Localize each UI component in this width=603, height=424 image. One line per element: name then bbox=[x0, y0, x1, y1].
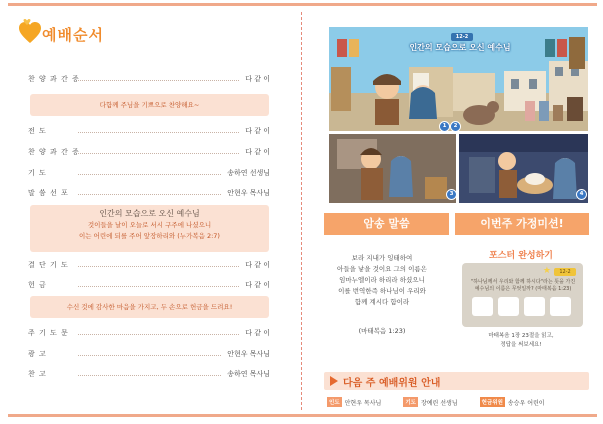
order-item-leader: 다 같 이 bbox=[245, 127, 270, 135]
page-title bbox=[18, 19, 118, 47]
order-item-leader: 송하연 선생님 bbox=[227, 169, 270, 177]
lesson-number-badge: 12-2 bbox=[451, 33, 473, 41]
offering-text: 수신 것에 감사한 마음을 가지고, 두 손으로 헌금을 드려요! bbox=[66, 303, 233, 311]
hearts-icon bbox=[18, 19, 42, 45]
memory-verse-line: 임마누엘이라 하리라 하셨으니 bbox=[339, 276, 425, 284]
order-item-label: 광 고 bbox=[28, 350, 47, 358]
sermon-title: 인간의 모습으로 오신 예수님 bbox=[99, 209, 200, 218]
dotted-leader bbox=[78, 193, 221, 195]
memory-verse-line: 함께 계시다 함이라 bbox=[354, 298, 410, 306]
panel-number: 1 bbox=[439, 121, 450, 132]
answer-slot bbox=[498, 297, 519, 316]
memory-verse-line: 이를 번역한즉 하나님이 우리와 bbox=[338, 287, 426, 295]
answer-slot bbox=[550, 297, 571, 316]
order-row bbox=[28, 72, 270, 86]
next-week-header bbox=[324, 372, 589, 390]
memory-verse-line: 보라 지내가 잉태하여 bbox=[351, 254, 413, 262]
order-item-leader: 다 같 이 bbox=[245, 281, 270, 289]
dotted-leader bbox=[78, 265, 239, 267]
next-week-roles bbox=[327, 396, 589, 408]
poster-badge: 12-2 bbox=[554, 268, 576, 276]
memory-verse-tab: 암송 말씀 bbox=[324, 213, 449, 235]
dotted-leader bbox=[78, 152, 239, 154]
order-row bbox=[28, 186, 270, 200]
order-item-label: 찬 양 과 간 증 bbox=[28, 75, 80, 83]
order-item-leader: 다 같 이 bbox=[245, 261, 270, 269]
star-icon: ★ bbox=[542, 266, 551, 276]
order-item-leader: 안현우 목사님 bbox=[227, 189, 270, 197]
sermon-verse-line: 이는 어린에 되를 주어 앞장하리와 (누가복음 2:7) bbox=[79, 232, 220, 240]
poster-instruction bbox=[455, 332, 587, 350]
praise-box bbox=[30, 94, 269, 116]
dotted-leader bbox=[78, 374, 221, 376]
panel-number: 4 bbox=[576, 189, 587, 200]
poster-title: 포스터 완성하기 bbox=[489, 251, 553, 261]
worship-order-title: 예배순서 bbox=[42, 26, 104, 44]
dotted-leader bbox=[78, 333, 239, 335]
order-row bbox=[28, 347, 270, 361]
role-name: 송승우 어린이 bbox=[507, 399, 545, 407]
order-item-label: 전 도 bbox=[28, 127, 47, 135]
offering-box bbox=[30, 296, 269, 318]
memory-verse-reference: (마태복음 1:23) bbox=[358, 327, 406, 335]
dotted-leader bbox=[78, 173, 221, 175]
order-row bbox=[28, 124, 270, 138]
order-item-leader: 송하연 목사님 bbox=[227, 370, 270, 378]
role-name: 장예린 선생님 bbox=[420, 399, 458, 407]
order-row bbox=[28, 326, 270, 340]
memory-verse-text bbox=[327, 253, 437, 308]
order-item-label: 찬 고 bbox=[28, 370, 47, 378]
order-item-label: 기 도 bbox=[28, 169, 47, 177]
answer-slot bbox=[524, 297, 545, 316]
lesson-illustration bbox=[329, 27, 588, 203]
order-row bbox=[28, 258, 270, 272]
praise-text: 다함께 주님을 기쁘으로 찬양해요~ bbox=[99, 101, 200, 109]
order-row bbox=[28, 278, 270, 292]
order-item-label: 찬 양 과 간 증 bbox=[28, 148, 80, 156]
order-item-label: 헌 금 bbox=[28, 281, 47, 289]
family-mission-tab: 이번주 가정미션! bbox=[455, 213, 589, 235]
play-arrow-icon bbox=[330, 376, 338, 386]
panel-number: 3 bbox=[446, 189, 457, 200]
nativity-comic-illustration bbox=[329, 27, 588, 203]
order-row bbox=[28, 166, 270, 180]
page-fold-divider bbox=[301, 12, 302, 410]
dotted-leader bbox=[78, 285, 239, 287]
order-item-label: 말 씀 선 포 bbox=[28, 189, 69, 197]
answer-slot bbox=[472, 297, 493, 316]
poster-question: "하나님께서 우리와 함께 하시다"라는 뜻을 가진 예수님의 이름은 무엇일까? (마태복음 1:23) bbox=[470, 279, 576, 292]
poster-instruction-line: 마태복음 1장 23절을 읽고, bbox=[488, 333, 554, 339]
role-tag: 인도 bbox=[327, 397, 342, 407]
sermon-verse-line: 것이들을 날이 오늘로 서시 구주에 나셨으니 bbox=[87, 221, 212, 229]
next-week-title: 다음 주 예배위원 안내 bbox=[343, 378, 441, 389]
order-item-label: 주 기 도 문 bbox=[28, 329, 69, 337]
memory-verse-line: 아들을 낳을 것이요 그의 이름은 bbox=[337, 265, 427, 273]
order-item-label: 결 단 기 도 bbox=[28, 261, 69, 269]
order-item-leader: 안현우 목사님 bbox=[227, 350, 270, 358]
dotted-leader bbox=[78, 131, 239, 133]
role-name: 안현우 목사님 bbox=[344, 399, 382, 407]
order-item-leader: 다 같 이 bbox=[245, 75, 270, 83]
bottom-border bbox=[8, 414, 597, 417]
dotted-leader bbox=[78, 354, 221, 356]
lesson-title: 인간의 모습으로 오신 예수님 bbox=[409, 43, 511, 52]
order-row bbox=[28, 367, 270, 381]
panel-number: 2 bbox=[450, 121, 461, 132]
order-item-leader: 다 같 이 bbox=[245, 148, 270, 156]
poster-instruction-line: 정답을 써보세요! bbox=[500, 342, 542, 348]
role-tag: 헌금위원 bbox=[480, 397, 505, 407]
poster-card bbox=[462, 263, 583, 327]
sermon-box bbox=[30, 205, 269, 252]
dotted-leader bbox=[78, 79, 239, 81]
order-row bbox=[28, 145, 270, 159]
top-border bbox=[8, 3, 597, 6]
role-tag: 기도 bbox=[403, 397, 418, 407]
order-item-leader: 다 같 이 bbox=[245, 329, 270, 337]
